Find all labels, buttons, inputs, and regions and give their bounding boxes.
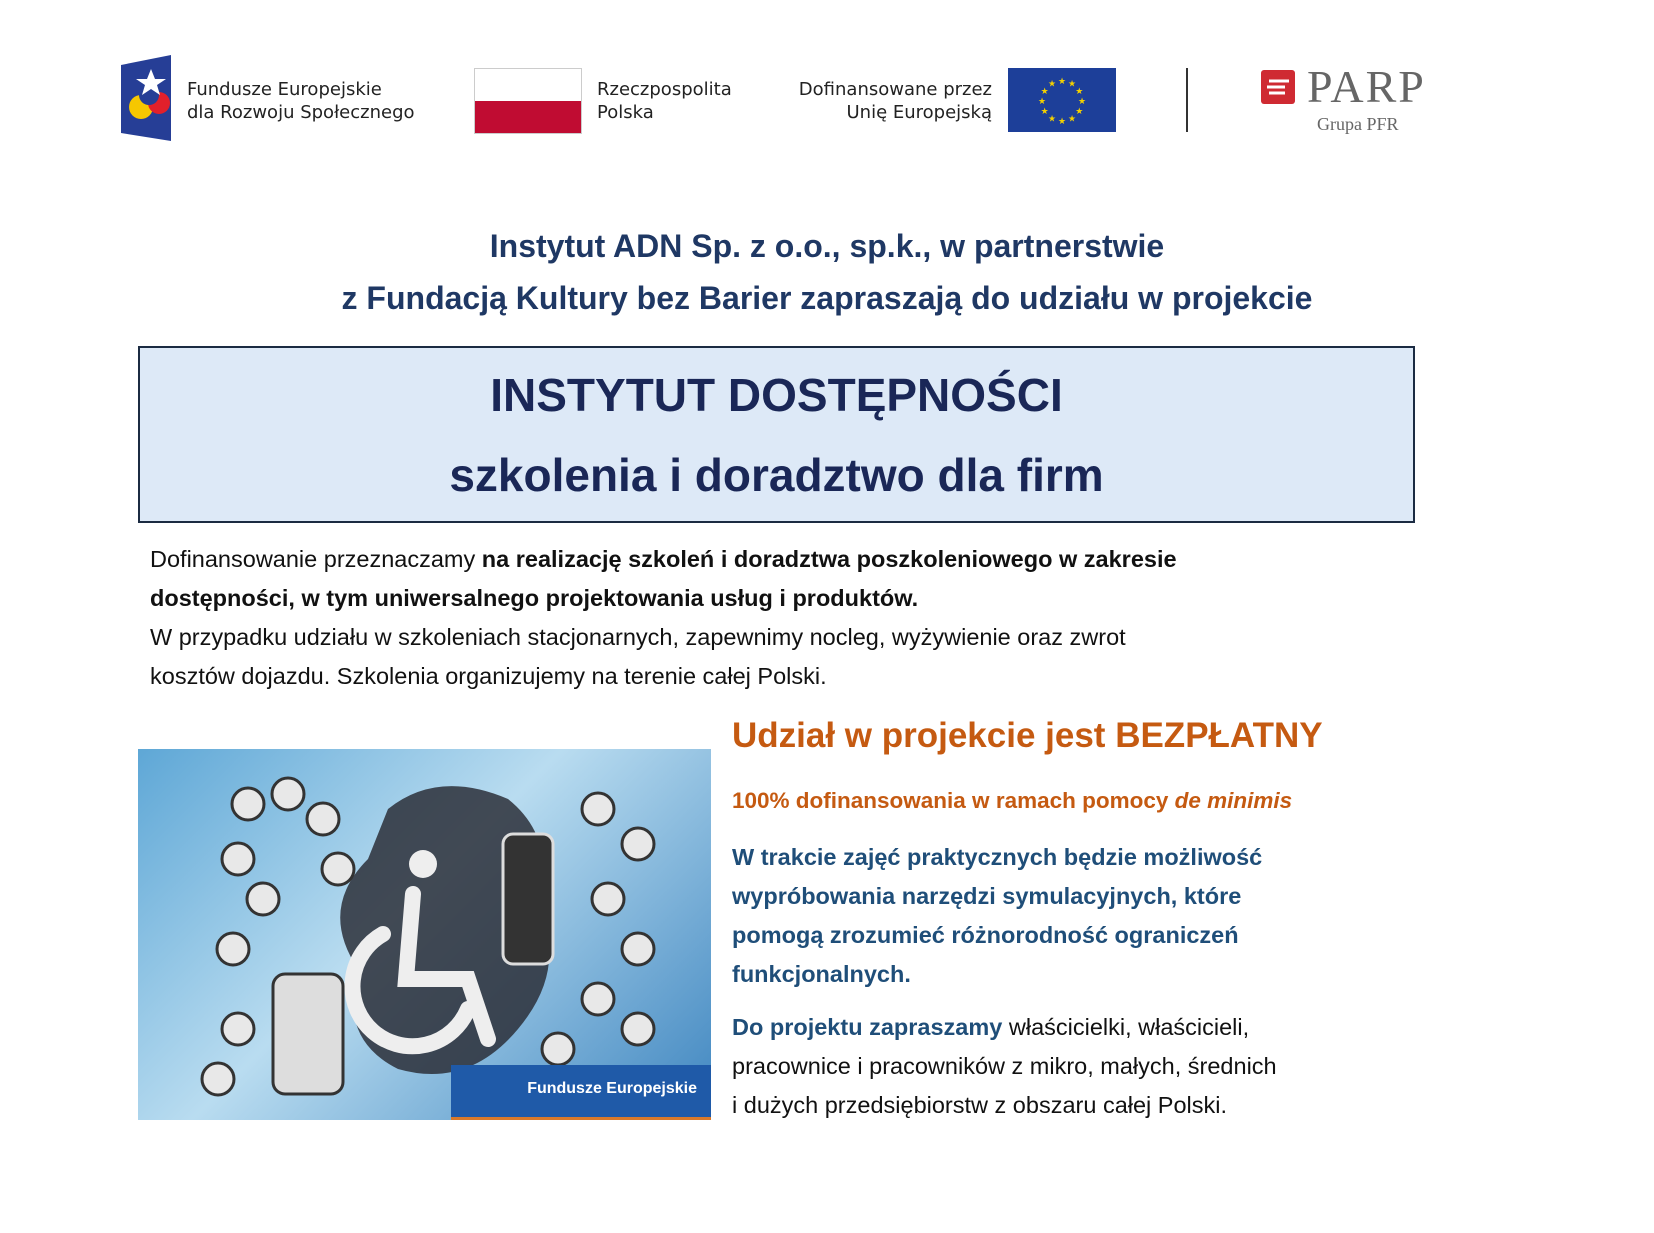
- eu-flag-icon: [1008, 68, 1116, 132]
- intro-paragraph: [150, 540, 1177, 696]
- eu-star-icon: ★: [1040, 86, 1049, 96]
- rp-logo-text: [597, 78, 732, 124]
- eu-line1: Dofinansowane przez: [798, 79, 992, 100]
- free-participation: Udział w projekcie jest BEZPŁATNY: [732, 716, 1323, 755]
- accessibility-symbol-icon: [622, 933, 654, 965]
- eu-star-icon: ★: [1047, 113, 1057, 124]
- eu-flag: [1008, 68, 1116, 137]
- practice-line: wypróbowania narzędzi symulacyjnych, które: [732, 883, 1242, 909]
- accessibility-symbol-icon: [217, 933, 249, 965]
- eu-star-icon: ★: [1037, 96, 1047, 106]
- accessibility-symbol-icon: [222, 843, 254, 875]
- eu-star-icon: ★: [1040, 106, 1049, 116]
- eu-star-icon: ★: [1057, 116, 1067, 126]
- accessibility-symbol-icon: [322, 853, 354, 885]
- intro-l1-bold: na realizację szkoleń i doradztwa poszkoleniowego w zakresie: [481, 546, 1177, 572]
- practice-line: W trakcie zajęć praktycznych będzie możliwość: [732, 844, 1263, 870]
- eu-star-icon: ★: [1067, 78, 1077, 89]
- eu-star-icon: ★: [1067, 113, 1077, 124]
- header-line2: z Fundacją Kultury bez Barier zapraszają do udziału w projekcie: [341, 280, 1313, 316]
- accessibility-illustration: [138, 749, 711, 1120]
- project-title: INSTYTUT DOSTĘPNOŚCI: [490, 369, 1063, 421]
- funding-de-minimis: de minimis: [1174, 788, 1293, 813]
- practice-line: pomogą zrozumieć różnorodność ograniczeń: [732, 922, 1239, 948]
- accessibility-symbol-icon: [307, 803, 339, 835]
- accessibility-symbol-icon: [582, 793, 614, 825]
- invite-paragraph: [732, 1008, 1277, 1125]
- invite-l2: pracownice i pracowników z mikro, małych, średnich: [732, 1053, 1277, 1079]
- intro-l1-normal: Dofinansowanie przeznaczamy: [150, 546, 482, 572]
- accessibility-symbol-icon: [222, 1013, 254, 1045]
- invite-l1: właścicielki, właścicieli,: [1002, 1014, 1250, 1040]
- intro-l3: W przypadku udziału w szkoleniach stacjonarnych, zapewnimy nocleg, wyżywienie oraz zwrot: [150, 624, 1126, 650]
- fe-logo-icon: [121, 55, 171, 141]
- parp-name: PARP: [1307, 61, 1426, 112]
- eu-logo-text: [760, 78, 992, 124]
- fe-logo: [121, 55, 171, 146]
- accessibility-symbol-icon: [622, 1013, 654, 1045]
- eu-star-icon: ★: [1047, 78, 1057, 89]
- parp-sub: Grupa PFR: [1317, 114, 1399, 134]
- accessibility-symbol-icon: [592, 883, 624, 915]
- project-subtitle: szkolenia i doradztwo dla firm: [449, 449, 1104, 501]
- fe-line2: dla Rozwoju Społecznego: [187, 102, 415, 123]
- accessibility-symbol-icon: [582, 983, 614, 1015]
- polish-flag: [474, 68, 582, 134]
- header-line1: Instytut ADN Sp. z o.o., sp.k., w partnerstwie: [489, 228, 1165, 264]
- accessibility-symbol-icon: [247, 883, 279, 915]
- intro-l4: kosztów dojazdu. Szkolenia organizujemy na terenie całej Polski.: [150, 663, 827, 689]
- eu-star-icon: ★: [1075, 86, 1084, 96]
- eu-line2: Unię Europejską: [846, 102, 992, 123]
- rp-line2: Polska: [597, 102, 654, 123]
- eu-star-icon: ★: [1057, 76, 1067, 86]
- title-box: [138, 346, 1415, 523]
- rp-line1: Rzeczpospolita: [597, 79, 732, 100]
- fe-logo-text: [187, 78, 415, 124]
- eu-star-icon: ★: [1077, 96, 1087, 106]
- invite-l3: i dużych przedsiębiorstw z obszaru całej Polski.: [732, 1092, 1228, 1118]
- fe-badge: [451, 1065, 711, 1120]
- accessibility-symbol-icon: [232, 788, 264, 820]
- eu-star-icon: ★: [1075, 106, 1084, 116]
- intro-l2: dostępności, w tym uniwersalnego projektowania usług i produktów.: [150, 585, 919, 611]
- parp-icon: [1261, 70, 1295, 104]
- fe-line1: Fundusze Europejskie: [187, 79, 382, 100]
- invite-bold: Do projektu zapraszamy: [732, 1014, 1003, 1040]
- accessibility-symbol-icon: [202, 1063, 234, 1095]
- accessibility-symbol-icon: [622, 828, 654, 860]
- practice-line: funkcjonalnych.: [732, 961, 911, 987]
- funding-text: 100% dofinansowania w ramach pomocy: [732, 788, 1175, 813]
- funding-note: [732, 788, 1292, 814]
- accessibility-symbol-icon: [542, 1033, 574, 1065]
- logo-divider: [1186, 68, 1188, 132]
- fe-badge-text: Fundusze Europejskie: [527, 1080, 697, 1097]
- accessibility-symbol-icon: [272, 778, 304, 810]
- practice-paragraph: [732, 838, 1262, 994]
